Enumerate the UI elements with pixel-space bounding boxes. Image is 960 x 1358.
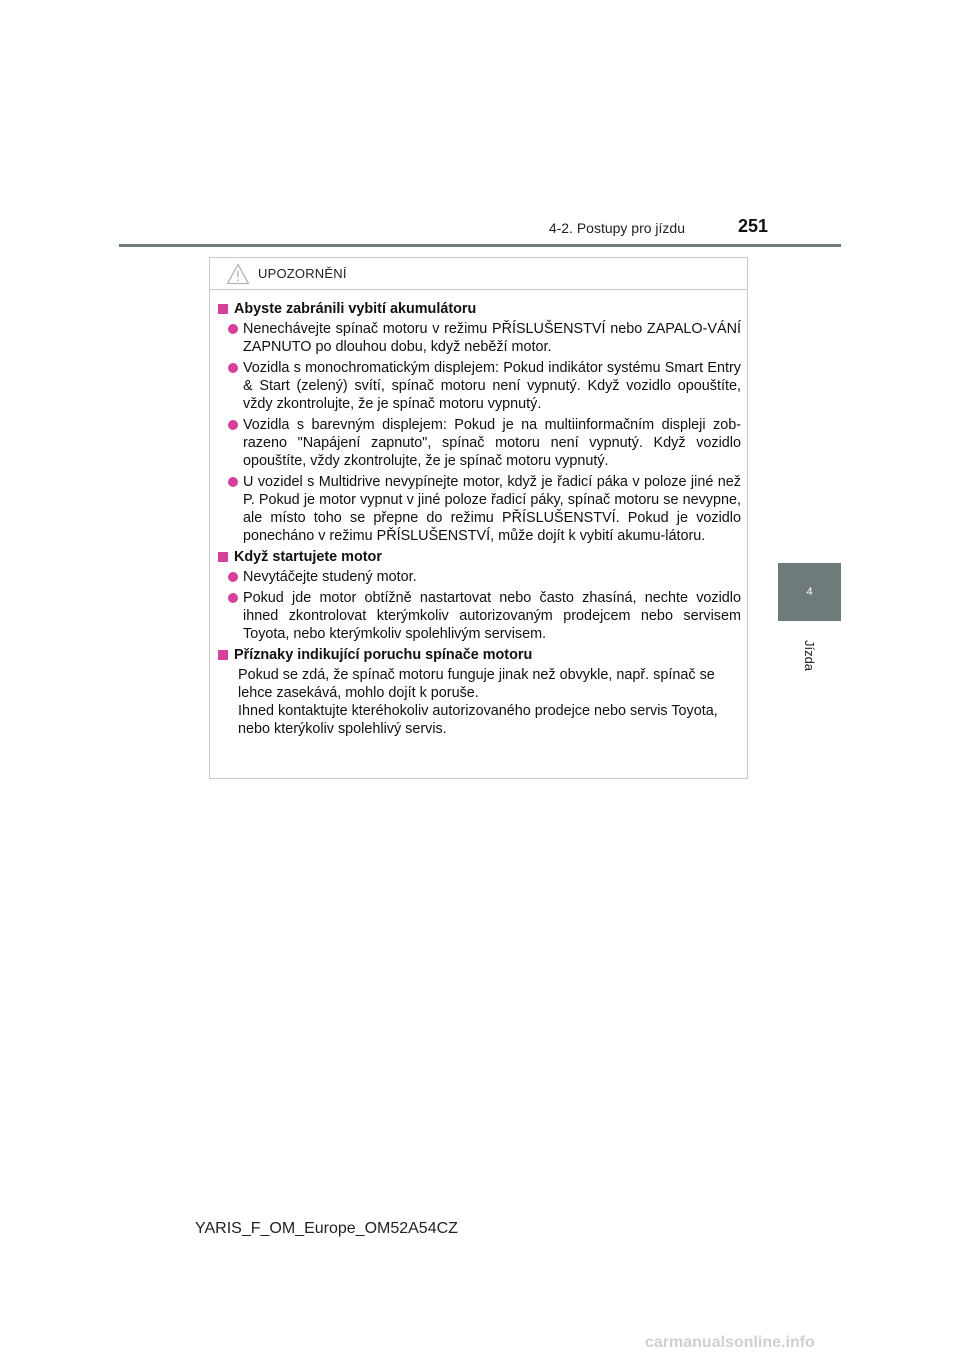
chapter-title [780, 630, 840, 680]
section-heading-text: Když startujete motor [234, 549, 382, 565]
section-starting [218, 548, 741, 643]
bullet-text: U vozidel s Multidrive nevypínejte motor, když je řadicí páka v poloze jiné než P. Pokud je motor vypnut v jiné poloze řadicí páky, spínač motoru se nevypne, ale místo toho se přepne do režimu PŘÍSLUŠENSTVÍ. Pokud je vozidlo ponecháno v režimu PŘÍSLUŠENSTVÍ, může dojít k vybití akumu-látoru. [243, 474, 741, 544]
bullet-text: Vozidla s barevným displejem: Pokud je na multiinformačním displeji zob-razeno "Napájení zapnuto", spínač motoru není vypnutý. Když vozidlo opouštíte, vždy zkontrolujte, že je spínač motoru vypnutý. [243, 417, 741, 469]
bullet-text: Pokud jde motor obtížně nastartovat nebo často zhasíná, nechte vozidlo ihned zkontrolovat kterýmkoliv autorizovaným prodejcem nebo servisem Toyota, nebo kterýmkoliv spolehlivým servisem. [243, 590, 741, 642]
warning-triangle-icon [226, 263, 250, 285]
chapter-number: 4 [806, 586, 813, 598]
document-id: YARIS_F_OM_Europe_OM52A54CZ [195, 1220, 458, 1237]
square-bullet-icon [218, 304, 228, 314]
circle-bullet-icon [228, 572, 238, 582]
section-heading-text: Abyste zabránili vybití akumulátoru [234, 301, 477, 317]
section-heading [218, 300, 741, 318]
bullet-item [218, 416, 741, 470]
paragraph: Pokud se zdá, že spínač motoru funguje jinak než obvykle, např. spínač se lehce zasekává, mohlo dojít k poruše. [238, 667, 715, 701]
square-bullet-icon [218, 650, 228, 660]
bullet-item [218, 320, 741, 356]
square-bullet-icon [218, 552, 228, 562]
section-title: 4-2. Postupy pro jízdu [548, 220, 685, 236]
bullet-item [218, 568, 741, 586]
circle-bullet-icon [228, 324, 238, 334]
section-heading [218, 548, 741, 566]
bullet-text: Nenechávejte spínač motoru v režimu PŘÍSLUŠENSTVÍ nebo ZAPALO-VÁNÍ ZAPNUTO po dlouhou dobu, když neběží motor. [243, 321, 741, 355]
warning-body [210, 290, 747, 738]
section-heading [218, 646, 741, 664]
page-number: 251 [738, 216, 769, 236]
bullet-item [218, 473, 741, 545]
section-battery [218, 300, 741, 545]
circle-bullet-icon [228, 420, 238, 430]
section-heading-text: Příznaky indikující poruchu spínače motoru [234, 647, 533, 663]
chapter-tab [778, 563, 841, 621]
circle-bullet-icon [228, 363, 238, 373]
chapter-title-text: Jízda [802, 639, 818, 671]
warning-title: UPOZORNĚNÍ [258, 266, 347, 281]
section-malfunction [218, 646, 741, 738]
bullet-item [218, 589, 741, 643]
watermark: carmanualsonline.info [645, 1334, 815, 1351]
paragraph: Ihned kontaktujte kteréhokoliv autorizovaného prodejce nebo servis Toyota, nebo kterýkoliv spolehlivý servis. [238, 703, 718, 737]
circle-bullet-icon [228, 477, 238, 487]
bullet-item [218, 359, 741, 413]
warning-header [210, 258, 747, 290]
bullet-text: Vozidla s monochromatickým displejem: Pokud indikátor systému Smart Entry & Start (zelený) svítí, spínač motoru není vypnutý. Když vozidlo opouštíte, vždy zkontrolujte, že je spínač motoru vypnutý. [243, 360, 741, 412]
header-divider [119, 244, 841, 247]
warning-box [209, 257, 748, 779]
bullet-text: Nevytáčejte studený motor. [243, 569, 417, 585]
circle-bullet-icon [228, 593, 238, 603]
